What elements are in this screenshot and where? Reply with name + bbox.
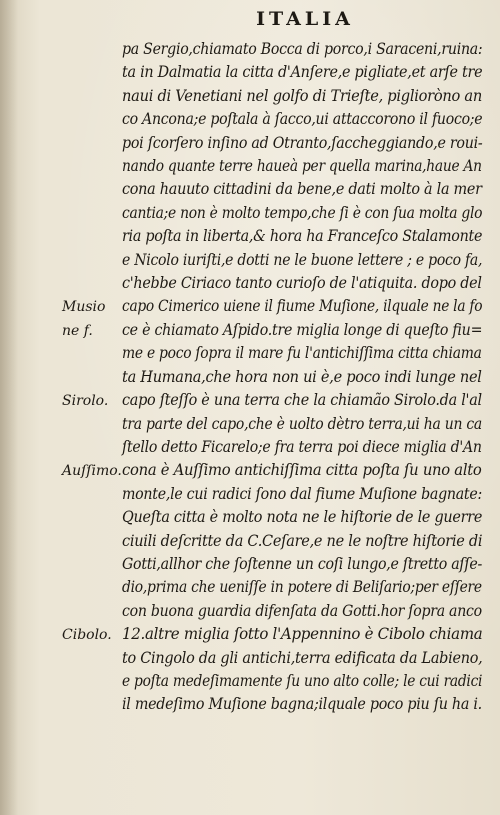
text-line: pa Sergio,chiamato Bocca di porco,i Saraceni,ruina: [122, 40, 483, 58]
text-line: Gotti,allhor che ſoſtenne un coſi lungo,e ſtretto aſſe- [122, 554, 482, 573]
margin-note: Musio [62, 299, 106, 316]
text-line: ce è chiamato Aſpido.tre miglia longe di queſto fiu= [122, 320, 483, 339]
body-text [122, 38, 482, 717]
running-head-title: ITALIA [256, 8, 354, 30]
margin-note: ne f. [62, 322, 93, 339]
binding-shadow [0, 0, 18, 815]
text-line: monte,le cui radici ſono dal fiume Muſione bagnate: [122, 484, 482, 503]
text-line: c'hebbe Ciriaco tanto curioſo de l'atiquita. dopo del [122, 274, 482, 293]
text-line: co Ancona;e poſtala à ſacco,ui attaccorono il fuoco;e [122, 110, 483, 129]
text-line: capo Cimerico uiene il fiume Muſione, ilquale ne la fo [122, 297, 483, 316]
text-line: Queſta citta è molto nota ne le hiſtorie de le guerre [122, 508, 483, 527]
text-line: cona hauuto cittadini da bene,e dati molto à la mer [122, 180, 482, 199]
text-line: e Nicolo iuriſti,e dotti ne le buone lettere ; e poco fa, [122, 250, 483, 269]
text-line: cantia;e non è molto tempo,che ſi è con ſua molta glo [122, 203, 483, 222]
text-line: poi ſcorſero inſino ad Otranto,ſaccheggiando,e roui- [122, 133, 483, 152]
running-head [0, 8, 500, 30]
text-line: tra parte del capo,che è uolto dètro terra,ui ha un ca [122, 414, 482, 433]
text-line: capo ſteſſo è una terra che la chiamão Sirolo.da l'al [122, 391, 482, 410]
text-line: con buona guardia difenſata da Gotti.hor ſopra anco [122, 601, 482, 620]
text-line: ta in Dalmatia la citta d'Anſere,e pigliate,et arſe tre [122, 63, 483, 82]
margin-note: Sirolo. [62, 393, 109, 409]
text-line: il medeſimo Muſione bagna;ilquale poco piu ſu ha i. [122, 695, 482, 714]
text-line: cona è Auſſimo antichiſſima citta poſta ſu uno alto [122, 461, 482, 480]
text-line: dio,prima che ueniſſe in potere di Beliſario;per eſſere [122, 578, 482, 597]
text-line: ta Humana,che hora non ui è,e poco indi lunge nel [122, 367, 482, 386]
text-line: to Cingolo da gli antichi,terra edificata da Labieno, [122, 648, 483, 667]
text-line: nando quante terre haueà per quella marina,haue An [122, 157, 482, 176]
text-line: me e poco ſopra il mare fu l'antichiſſima citta chiama [122, 344, 482, 363]
text-line: naui di Venetiani nel golfo di Trieſte, piglioròno an [122, 86, 482, 105]
text-line: e poſta medeſimamente ſu uno alto colle; le cui radici [122, 671, 483, 690]
margin-note: Cibolo. [62, 627, 112, 643]
text-line: ſtello detto Ficarelo;e fra terra poi diece miglia d'An [122, 437, 482, 456]
text-line: 12.altre miglia ſotto l'Appennino è Cibolo chiama [122, 625, 483, 644]
margin-note: Auſſimo. [62, 463, 122, 480]
text-line: ria poſta in liberta,& hora ha Franceſco Stalamonte [122, 227, 483, 246]
text-line: ciuili deſcritte da C.Ceſare,e ne le noſtre hiſtorie di [122, 531, 483, 550]
